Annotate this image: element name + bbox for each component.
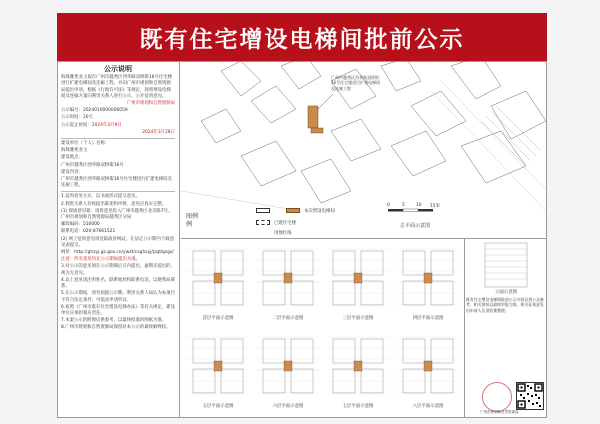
site-plan-label: 总平面示意图 xyxy=(400,223,431,229)
notice-item: (2) 网上征询意见请登陆政府网站，在法定公示期内下载意见表提交。 xyxy=(61,236,174,248)
scale-tick: 0 xyxy=(387,203,390,208)
room-outline xyxy=(333,339,355,363)
notice-location-label: 建设地点： xyxy=(61,155,83,161)
notice-item: 联系电话：020-87661521 xyxy=(61,229,116,235)
floor-plan-label: 七层平面示意图 xyxy=(342,404,374,409)
hatch-line xyxy=(481,121,526,166)
scale-tick: 15米 xyxy=(430,204,440,209)
floor-plan-label: 二层平面示意图 xyxy=(272,316,304,321)
room-outline xyxy=(263,339,285,363)
floor-plan xyxy=(185,333,251,413)
notice-applicant-label: 建设单位（个人）名称： xyxy=(61,141,110,147)
floor-plan xyxy=(395,333,461,413)
building-outline xyxy=(331,119,381,161)
notice-item: 注意：所有意见均在公示期间提出为准。 xyxy=(61,257,141,263)
notice-item: 网址：http://ghzyj.gz.gov.cn/ywzt/cxghzyj/jzgtlgsgs/ xyxy=(61,250,174,256)
qr-code xyxy=(516,382,544,410)
floor-plan-label: 八层平面示意图 xyxy=(412,404,444,409)
map-callout: 广州市越秀区西华路双桥街16号住宅楼进行扩建电梯间及连廊工程 xyxy=(331,75,381,91)
notice-item: 5.在公示期间，请勿损毁公示牌。利害关系人如认为本项目不符合法定条件，可依法申请听证。 xyxy=(61,291,175,303)
notice-period-value: 20天 xyxy=(82,115,93,121)
legend-swatch xyxy=(256,208,270,213)
notice-intro: 海珠雅苑业主拟在广州市越秀区西华路双桥街16号住宅楼进行扩建电梯间及连廊工程，并向广州市规划和自然资源局提出申请。根据《行政许可法》等规定，现将增设电梯间及连廊方案向利害关系人进行公示，公开征询意见。 xyxy=(61,75,172,99)
notice-item: 7.本案公示的附图仅供参考，以最终批准的图纸为准。 xyxy=(61,318,167,324)
notice-item: 1.征询意见方式：以书面形式提交意见。 xyxy=(61,194,140,200)
scale-segment xyxy=(403,209,418,212)
elevator-building xyxy=(311,128,323,133)
floor-plans xyxy=(181,238,464,418)
callout-leader xyxy=(318,94,333,109)
floor-plan xyxy=(325,333,391,413)
notice-item: 6.按照《广州市既有住宅增设电梯办法》等有关规定，建设单位应承担相应责任。 xyxy=(61,304,175,316)
legend-item: 已建住宅楼 xyxy=(274,221,296,226)
street-line xyxy=(441,81,547,191)
room-outline xyxy=(263,251,285,275)
elevator-core xyxy=(424,361,432,371)
floor-plan xyxy=(395,245,461,325)
notice-no-label: 公示编号： xyxy=(61,108,83,114)
building-outline xyxy=(451,61,501,99)
floor-plan-drawing xyxy=(395,245,461,313)
side-note: 既有住宅增设电梯间批前公示内容仅供公众参考，相关图纸以最终审批为准。相关征询意见由申请人负责收集整理。 xyxy=(466,297,544,313)
legend-item: 本次增设电梯间 xyxy=(304,209,335,214)
room-outline xyxy=(291,339,313,363)
divider xyxy=(61,138,175,139)
notice-start-label: 公示起止时间： xyxy=(61,122,92,128)
elevation-label: 立面示意图 xyxy=(495,290,517,295)
room-outline xyxy=(361,339,383,363)
scale-tick: 10 xyxy=(416,203,422,208)
notice-item: 2.利害关系人有权提出陈述和申辩，意见应真实完整。 xyxy=(61,201,167,207)
map-legend: 图例 例 本次增设电梯间 已建住宅楼 用地红线 xyxy=(186,209,335,236)
street-line xyxy=(431,91,546,211)
floor-plan-label: 五层平面示意图 xyxy=(202,404,234,409)
notice-end-value: 2024年3月28日 xyxy=(142,129,175,135)
floor-plan-label: 首层平面示意图 xyxy=(202,316,234,321)
room-outline xyxy=(193,251,215,275)
notice-item: 邮政编码：510000 xyxy=(61,222,100,228)
scale-segment xyxy=(418,209,433,212)
notice-period-label: 公示时间： xyxy=(61,115,83,121)
divider xyxy=(61,191,175,192)
building-outline xyxy=(461,131,526,183)
legend-item: 用地红线 xyxy=(274,231,292,236)
room-outline xyxy=(333,251,355,275)
notice-items-list xyxy=(61,194,175,331)
room-outline xyxy=(221,339,243,363)
scale-bar xyxy=(378,203,468,223)
floor-plan xyxy=(255,333,321,413)
building-outline xyxy=(391,131,446,176)
elevator-core xyxy=(214,361,222,371)
notice-item: 3.对公示的意见须在公示期满后日内提出，逾期未提出的，视为无意见。 xyxy=(61,264,175,276)
elevation-drawing xyxy=(465,239,548,289)
stamp-label: 广州市规划和自然资源局 xyxy=(480,410,519,414)
elevator-core xyxy=(354,273,362,283)
notice-text-column xyxy=(57,61,180,418)
building-outline xyxy=(411,91,466,136)
elevator-core xyxy=(284,273,292,283)
floor-plan-drawing xyxy=(325,333,391,401)
notice-start-value: 2024年3月9日 xyxy=(91,122,122,128)
floor-plan-label: 六层平面示意图 xyxy=(272,404,304,409)
notice-applicant-value: 海珠雅苑业主 xyxy=(61,148,88,154)
notice-issuer: 广州市规划和自然资源局 xyxy=(126,101,175,107)
floor-plan-drawing xyxy=(255,245,321,313)
hatch-line xyxy=(491,111,536,156)
elevator-core xyxy=(424,273,432,283)
building-outline xyxy=(251,86,296,123)
room-outline xyxy=(403,251,425,275)
floor-plan xyxy=(185,245,251,325)
notice-location-value: 广州市越秀区西华路双桥街16号 xyxy=(61,162,124,168)
room-outline xyxy=(431,251,453,275)
page-title: 既有住宅增设电梯间批前公示 xyxy=(139,26,465,53)
floor-plan-drawing xyxy=(325,245,391,313)
room-outline xyxy=(193,339,215,363)
room-outline xyxy=(403,339,425,363)
legend-title: 图例 xyxy=(186,213,199,220)
qr-code-pattern xyxy=(517,383,543,409)
building-outline xyxy=(201,109,241,143)
floor-plan xyxy=(255,245,321,325)
floor-plan-drawing xyxy=(255,333,321,401)
notice-no-value: 2024010000006059 xyxy=(82,108,128,114)
scale-segment xyxy=(388,209,403,212)
room-outline xyxy=(221,251,243,275)
legend-swatch xyxy=(256,220,270,225)
building-outline xyxy=(381,61,421,91)
notice-item: 4.以上意见请注明姓名、联系地址和联系电话，以便我局联系。 xyxy=(61,277,175,290)
floor-plan-drawing xyxy=(185,245,251,313)
notice-project-value: 广州市越秀区西华路双桥街16号住宅楼进行扩建电梯间及连廊工程。 xyxy=(61,177,172,189)
scale-tick: 5 xyxy=(402,203,405,208)
hatch-line xyxy=(486,116,531,161)
notice-item: (1) 现场意见箱：请将意见投入广州市越秀区北京路7号。广州市规划和自然资源局越秀区分局 xyxy=(61,208,173,221)
floor-plan-label: 三层平面示意图 xyxy=(342,316,374,321)
room-outline xyxy=(361,251,383,275)
elevator-core xyxy=(284,361,292,371)
official-stamp xyxy=(482,382,512,412)
notice-heading: 公示说明 xyxy=(104,65,132,73)
floor-plan-label: 四层平面示意图 xyxy=(412,316,444,321)
elevator-core xyxy=(354,361,362,371)
legend-swatch xyxy=(286,208,300,213)
notice-project-label: 建设内容： xyxy=(61,169,83,175)
room-outline xyxy=(291,251,313,275)
floor-plan xyxy=(325,245,391,325)
notice-item: 8.广州市规划和自然资源局保留对本公示的最终解释权。 xyxy=(61,325,171,331)
elevator-core xyxy=(214,273,222,283)
elevation-outline xyxy=(485,243,527,287)
building-outline xyxy=(241,141,296,186)
title-banner xyxy=(57,13,547,61)
room-outline xyxy=(431,339,453,363)
building-outline xyxy=(221,61,261,96)
hatch-line xyxy=(496,106,541,151)
elevator-building xyxy=(308,106,318,128)
scale-bar-graphic xyxy=(378,203,468,213)
floor-plan-drawing xyxy=(185,333,251,401)
building-outline xyxy=(281,61,321,89)
floor-plan-drawing xyxy=(395,333,461,401)
building-outline xyxy=(301,159,351,203)
